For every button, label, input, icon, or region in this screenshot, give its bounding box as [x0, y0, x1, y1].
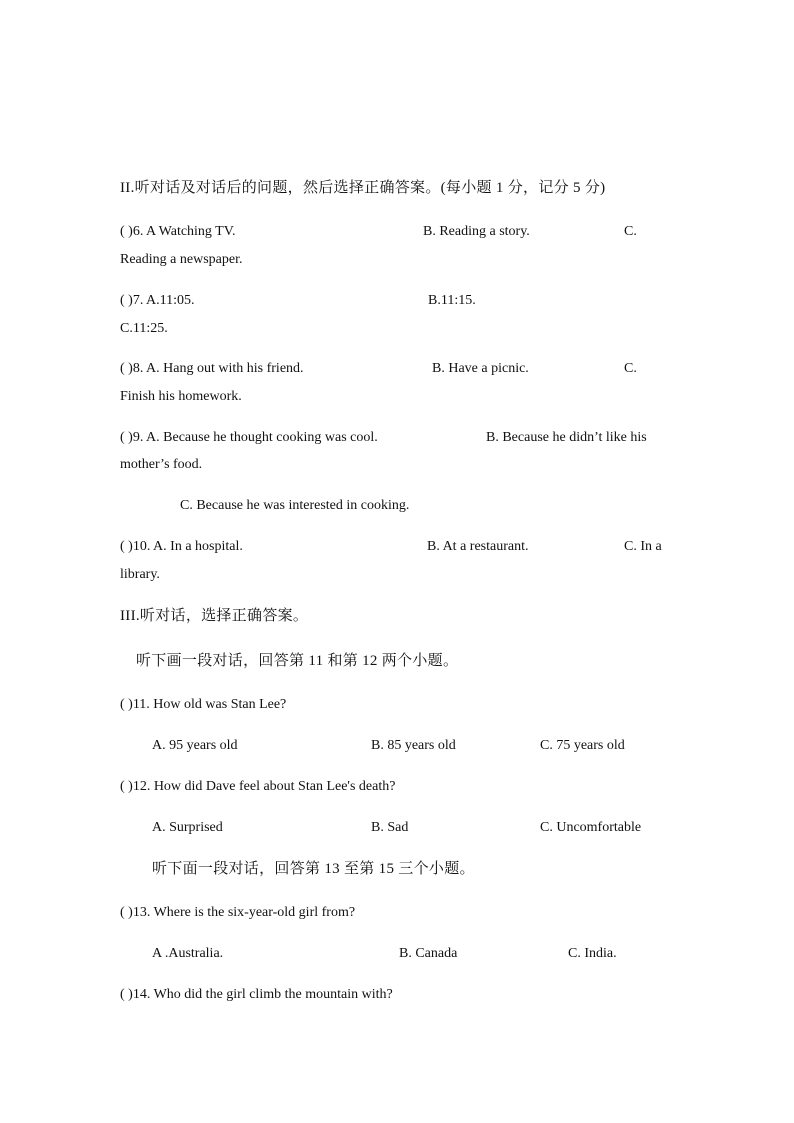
- question-7-option-b: B.11:15.: [428, 293, 476, 308]
- question-13-option-b: B. Canada: [399, 946, 458, 961]
- question-6-option-b: B. Reading a story.: [423, 224, 530, 239]
- question-12-stem: ( )12. How did Dave feel about Stan Lee's death?: [120, 779, 396, 794]
- question-6-option-c-rest: Reading a newspaper.: [120, 252, 243, 267]
- question-7-option-c: C.11:25.: [120, 321, 168, 336]
- question-11-stem: ( )11. How old was Stan Lee?: [120, 697, 287, 712]
- question-6-option-c-lead: C.: [624, 224, 637, 239]
- question-8-option-b: B. Have a picnic.: [432, 361, 529, 376]
- question-10-option-c-lead: C. In a: [624, 539, 662, 554]
- question-11-option-a: A. 95 years old: [152, 738, 238, 753]
- section-3-heading: III.听对话，选择正确答案。: [120, 608, 309, 624]
- section-2-heading: II.听对话及对话后的问题，然后选择正确答案。(每小题 1 分，记分 5 分): [120, 180, 606, 196]
- question-8-option-c-lead: C.: [624, 361, 637, 376]
- question-9-option-b: B. Because he didn’t like his: [486, 430, 647, 445]
- question-10-stem: ( )10. A. In a hospital.: [120, 539, 243, 554]
- question-12-option-a: A. Surprised: [152, 820, 223, 835]
- question-10-option-b: B. At a restaurant.: [427, 539, 529, 554]
- question-11-option-c: C. 75 years old: [540, 738, 625, 753]
- question-13-stem: ( )13. Where is the six-year-old girl from?: [120, 905, 356, 920]
- question-6-stem: ( )6. A Watching TV.: [120, 224, 236, 239]
- section-3-intro-2: 听下面一段对话，回答第 13 至第 15 三个小题。: [152, 861, 475, 877]
- question-8-stem: ( )8. A. Hang out with his friend.: [120, 361, 304, 376]
- question-12-option-c: C. Uncomfortable: [540, 820, 642, 835]
- question-9-stem: ( )9. A. Because he thought cooking was cool.: [120, 430, 378, 445]
- question-14-stem: ( )14. Who did the girl climb the mountain with?: [120, 987, 393, 1002]
- question-13-option-c: C. India.: [568, 946, 617, 961]
- question-13-option-a: A .Australia.: [152, 946, 224, 961]
- question-9-option-c: C. Because he was interested in cooking.: [180, 498, 410, 513]
- question-8-option-c-rest: Finish his homework.: [120, 389, 242, 404]
- section-3-intro-1: 听下画一段对话，回答第 11 和第 12 两个小题。: [136, 653, 459, 669]
- question-11-option-b: B. 85 years old: [371, 738, 456, 753]
- question-10-option-c-rest: library.: [120, 567, 160, 582]
- question-12-option-b: B. Sad: [371, 820, 409, 835]
- question-7-stem: ( )7. A.11:05.: [120, 293, 195, 308]
- question-9-option-b-rest: mother’s food.: [120, 457, 203, 472]
